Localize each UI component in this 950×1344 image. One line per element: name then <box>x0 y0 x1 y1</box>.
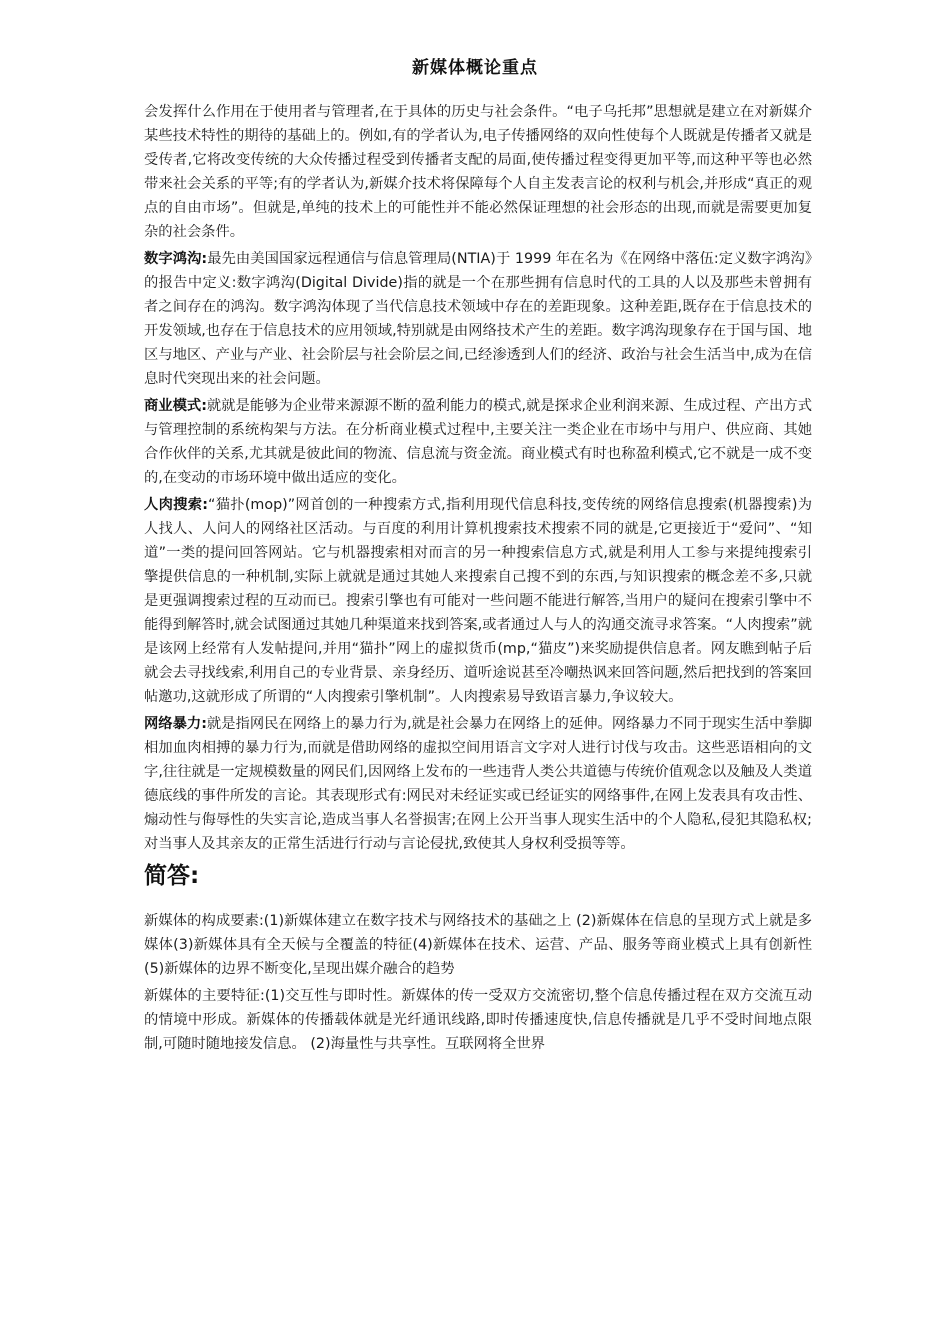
paragraph-business-model <box>144 394 812 490</box>
document-title: 新媒体概论重点 <box>412 58 538 78</box>
definition-digital-divide: 最先由美国国家远程通信与信息管理局(NTIA)于 1999 年在名为《在网络中落伍:定义数字鸿沟》的报告中定义:数字鸿沟(Digital Divide)指的就是一个在那些拥有信息时代的工具的人以及那些未曾拥有者之间存在的鸿沟。数字鸿沟体现了当代信息技术领域中存在的差距现象。这种差距,既存在于信息技术的开发领域,也存在于信息技术的应用领域,特别就是由网络技术产生的差距。数字鸿沟现象存在于国与国、地区与地区、产业与产业、社会阶层与社会阶层之间,已经渗透到人们的经济、政治与社会生活当中,成为在信息时代突现出来的社会问题。 <box>144 251 813 387</box>
section-heading-short-answer: 简答: <box>144 863 200 889</box>
definition-human-flesh-search: “猫扑(mop)”网首创的一种搜索方式,指利用现代信息科技,变传统的网络信息搜索(机器搜索)为人找人、人问人的网络社区活动。与百度的利用计算机搜索技术搜索不同的就是,它更接近于“爱问”、“知道”一类的提问回答网站。它与机器搜索相对而言的另一种搜索信息方式,就是利用人工参与来提纯搜索引擎提供信息的一种机制,实际上就就是通过其她人来搜索自己搜不到的东西,与知识搜索的概念差不多,只就是更强调搜索过程的互动而已。搜索引擎也有可能对一些问题不能进行解答,当用户的疑问在搜索引擎中不能得到解答时,就会试图通过其她几种渠道来找到答案,或者通过人与人的沟通交流寻求答案。“人肉搜索”就是该网上经常有人发帖提问,并用“猫扑”网上的虚拟货币(mp,“猫皮”)来奖励提供信息者。网友瞧到帖子后就会去寻找线索,利用自己的专业背景、亲身经历、道听途说甚至冷嘲热讽来回答问题,然后把找到的答案回帖邀功,这就形成了所谓的“人肉搜索引擎机制”。人肉搜索易导致语言暴力,争议较大。 <box>144 497 812 705</box>
term-human-flesh-search: 人肉搜索: <box>144 497 209 513</box>
term-cyber-violence: 网络暴力: <box>144 716 207 732</box>
document-body <box>144 100 812 1059</box>
paragraph-human-flesh-search <box>144 493 812 709</box>
paragraph-intro: 会发挥什么作用在于使用者与管理者,在于具体的历史与社会条件。“电子乌托邦”思想就是建立在对新媒介某些技术特性的期待的基础上的。例如,有的学者认为,电子传播网络的双向性使每个人既就是传播者又就是受传者,它将改变传统的大众传播过程受到传播者支配的局面,使传播过程变得更加平等,而这种平等也必然带来社会关系的平等;有的学者认为,新媒介技术将保障每个人自主发表言论的权利与机会,并形成“真正的观点的自由市场”。但就是,单纯的技术上的可能性并不能必然保证理想的社会形态的出现,而就是需要更加复杂的社会条件。 <box>144 104 812 240</box>
paragraph-new-media-elements: 新媒体的构成要素:(1)新媒体建立在数字技术与网络技术的基础之上 (2)新媒体在信息的呈现方式上就是多媒体(3)新媒体具有全天候与全覆盖的特征(4)新媒体在技术、运营、产品、服务等商业模式上具有创新性(5)新媒体的边界不断变化,呈现出媒介融合的趋势 <box>144 913 812 977</box>
paragraph-new-media-features: 新媒体的主要特征:(1)交互性与即时性。新媒体的传一受双方交流密切,整个信息传播过程在双方交流互动的情境中形成。新媒体的传播载体就是光纤通讯线路,即时传播速度快,信息传播就是几乎不受时间地点限制,可随时随地接发信息。 (2)海量性与共享性。互联网将全世界 <box>144 988 812 1052</box>
definition-business-model: 就就是能够为企业带来源源不断的盈利能力的模式,就是探求企业利润来源、生成过程、产出方式与管理控制的系统构架与方法。在分析商业模式过程中,主要关注一类企业在市场中与用户、供应商、其她合作伙伴的关系,尤其就是彼此间的物流、信息流与资金流。商业模式有时也称盈利模式,它不就是一成不变的,在变动的市场环境中做出适应的变化。 <box>144 398 813 486</box>
term-business-model: 商业模式: <box>144 398 207 414</box>
paragraph-digital-divide <box>144 247 812 391</box>
term-digital-divide: 数字鸿沟: <box>144 251 208 267</box>
paragraph-cyber-violence <box>144 712 812 856</box>
definition-cyber-violence: 就是指网民在网络上的暴力行为,就是社会暴力在网络上的延伸。网络暴力不同于现实生活中拳脚相加血肉相搏的暴力行为,而就是借助网络的虚拟空间用语言文字对人进行讨伐与攻击。这些恶语相向的文字,往往就是一定规模数量的网民们,因网络上发布的一些违背人类公共道德与传统价值观念以及触及人类道德底线的事件所发的言论。其表现形式有:网民对未经证实或已经证实的网络事件,在网上发表具有攻击性、煽动性与侮辱性的失实言论,造成当事人名誉损害;在网上公开当事人现实生活中的个人隐私,侵犯其隐私权;对当事人及其亲友的正常生活进行行动与言论侵扰,致使其人身权利受损等等。 <box>144 716 813 852</box>
